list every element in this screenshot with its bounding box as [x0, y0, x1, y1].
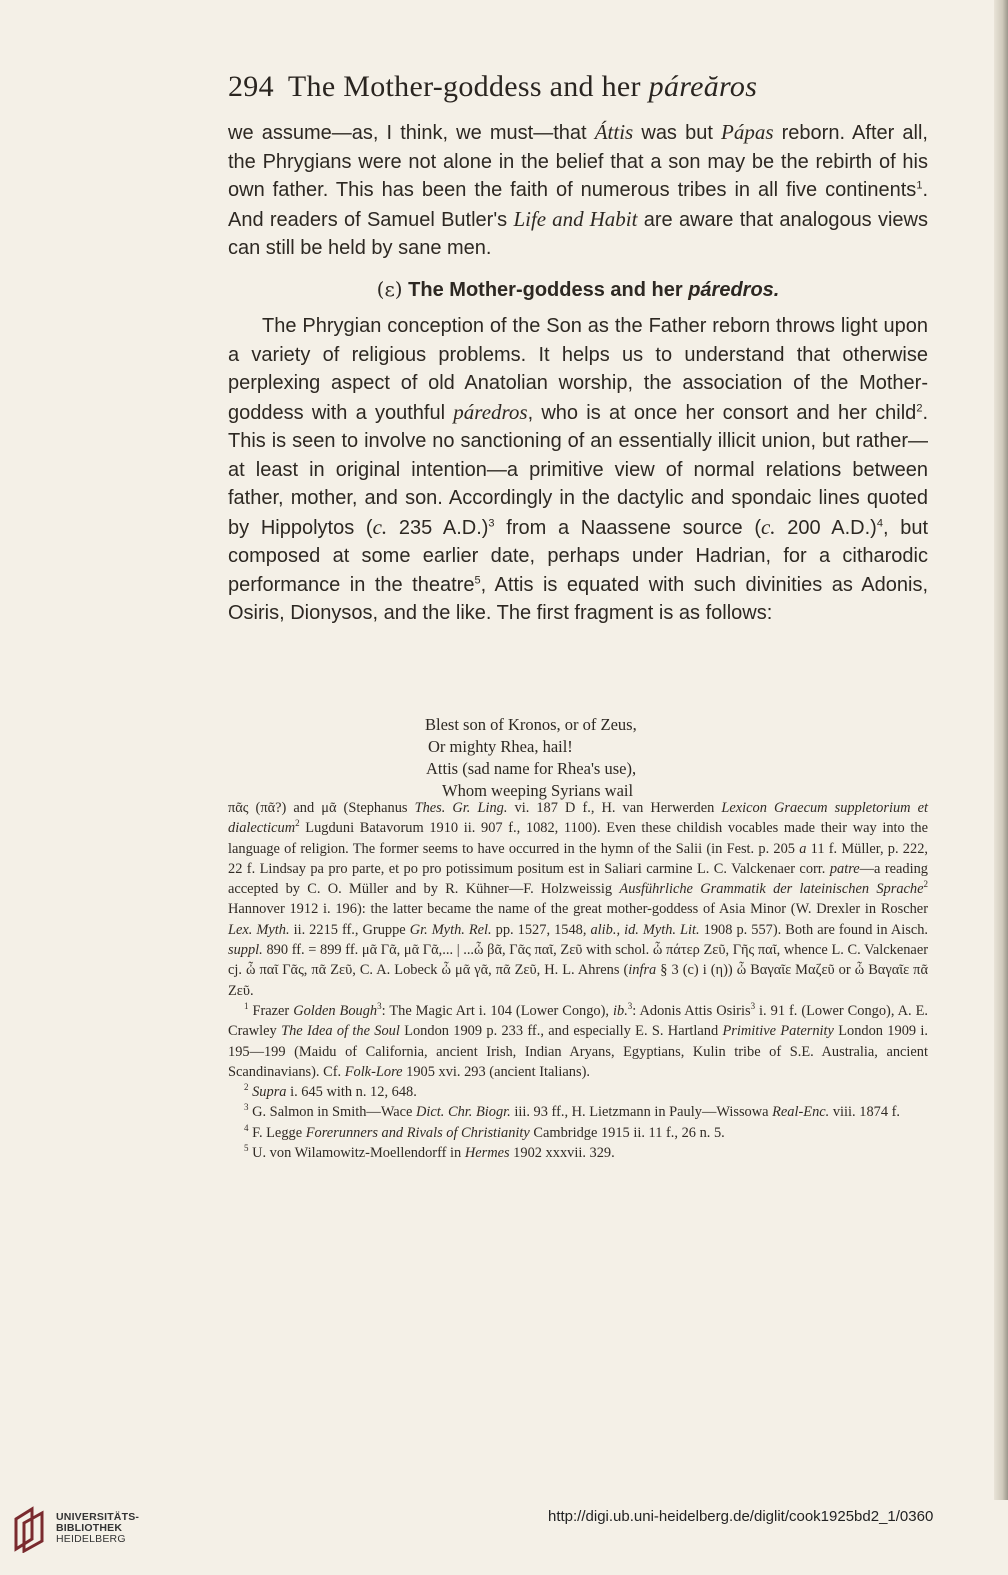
edition-sup: 2	[295, 818, 300, 829]
note-run: Frazer	[248, 1002, 294, 1019]
italic-run: páredros	[453, 399, 528, 424]
note-run: i. 645 with n. 12, 648.	[286, 1084, 417, 1101]
header-title: The Mother-goddess and her	[287, 70, 641, 103]
note-italic: Lex. Myth.	[228, 921, 290, 938]
note-italic: patre	[829, 860, 860, 877]
note-run: U. von Wilamowitz-Moellendorff in	[248, 1145, 465, 1162]
verse-line: Or mighty Rhea, hail!	[428, 737, 573, 756]
note-run: : The Magic Art i. 104 (Lower Congo),	[381, 1002, 613, 1019]
section-heading	[228, 275, 928, 305]
note-italic: a	[799, 840, 807, 857]
logo-text-line3: HEIDELBERG	[56, 1533, 126, 1545]
note-run: : Adonis Attis Osiris	[632, 1002, 751, 1019]
note-run: 1908 p. 557). Both are found in Aisch.	[699, 921, 929, 938]
footnote-5	[228, 1143, 928, 1163]
text-run: . And readers of Samuel Butler's	[228, 179, 928, 231]
footnote-number: 1	[244, 1001, 249, 1012]
text-run: are aware that analogous views can still be held by sane men.	[228, 208, 928, 259]
note-italic: Forerunners and Rivals of Christianity	[305, 1124, 530, 1141]
note-italic: Supra	[252, 1084, 287, 1101]
text-run: 235 A.D.)	[387, 516, 489, 539]
footnote-3	[228, 1102, 928, 1122]
note-run: 1905 xvi. 293 (ancient Italians).	[402, 1063, 590, 1080]
italic-run: Áttis	[594, 120, 634, 144]
footnote-ref-1[interactable]: 1	[916, 179, 923, 192]
footnote-number: 3	[244, 1102, 249, 1113]
note-run: pp. 1527, 1548,	[491, 921, 591, 938]
edition-sup: 3	[377, 1001, 382, 1012]
running-header	[228, 70, 928, 104]
footnote-2	[228, 1082, 928, 1102]
note-run: G. Salmon in Smith—Wace	[248, 1104, 417, 1121]
italic-run: Life and Habit	[513, 206, 638, 231]
footnote-number: 4	[244, 1122, 249, 1133]
text-run: , but composed at some earlier date, perhaps under Hadrian, for a citharodic performance in the theatre	[228, 516, 929, 596]
text-run: 200 A.D.)	[775, 516, 877, 539]
footnote-ref-2[interactable]: 2	[916, 401, 923, 414]
footnote-ref-5[interactable]: 5	[474, 573, 481, 586]
note-run: London 1909 i. 195—199 (Maidu of California, ancient Irish, Indian Aryans, Egyptians, Kulin tribe of S.E. Australia, ancient Scandinavians). Cf.	[228, 1023, 929, 1080]
verse-line: Attis (sad name for Rhea's use),	[426, 759, 637, 778]
note-run: 1902 xxxvii. 329.	[509, 1145, 615, 1162]
edition-sup: 2	[923, 879, 929, 890]
edition-sup: 3	[750, 1001, 756, 1012]
section-title: The Mother-goddess and her	[408, 278, 683, 301]
edition-sup: 3	[627, 1001, 633, 1012]
note-italic: Dict. Chr. Biogr.	[416, 1104, 511, 1121]
note-run: ii. 2215 ff., Gruppe	[289, 921, 410, 938]
note-italic: Thes. Gr. Ling.	[414, 800, 508, 816]
note-run: F. Legge	[248, 1124, 306, 1141]
text-run: reborn. After all, the Phrygians were not alone in the belief that a son may be the rebirth of his own father. This has been the faith of numerous tribes in all five continents	[228, 122, 928, 201]
text-run: from a Naassene source (	[494, 516, 761, 539]
note-italic: Folk-Lore	[344, 1063, 403, 1080]
note-run: 11 f. Müller, p. 222, 22 f. Lindsay pa pro parte, et po pro potissimum positum est in Saliari carmine L. C. Valckenaer corr.	[228, 840, 928, 877]
note-run: iii. 93 ff., H. Lietzmann in Pauly—Wissowa	[510, 1104, 773, 1121]
page-edge-shadow	[994, 0, 1008, 1500]
section-marker: (ε)	[376, 276, 403, 301]
note-italic: infra	[628, 962, 657, 979]
footnote-4	[228, 1123, 928, 1143]
note-run: § 3 (c) i (η)) ὦ Βαγαῖε Μαζεῦ or ὦ Βαγαῖε πᾶ Ζεῦ.	[228, 962, 928, 999]
note-italic: Golden Bough	[293, 1002, 378, 1019]
italic-run: c.	[372, 514, 388, 539]
note-run: viii. 1874 f.	[829, 1104, 901, 1121]
note-run: 890 ff. = 899 ff. μᾶ Γᾶ, μᾶ Γᾶ,... | ...ὦ βᾶ, Γᾶς παῖ, Ζεῦ with schol. ὦ πάτερ Ζεῦ, Γῆς παῖ, whence L. C. Valckenaer cj. ὦ παῖ Γᾶς, πᾶ Ζεῦ, C. A. Lobeck ὦ μᾶ γᾶ, πᾶ Ζεῦ, H. L. Ahrens (	[228, 942, 928, 979]
note-italic: alib., id. Myth. Lit.	[590, 921, 700, 938]
header-title-italic: páreăros	[648, 70, 758, 103]
text-run: , Attis is equated with such divinities as Adonis, Osiris, Dionysos, and the like. The first fragment is as follows:	[228, 573, 928, 624]
text-run: we assume—as, I think, we must—that	[228, 122, 595, 144]
source-url[interactable]: http://digi.ub.uni-heidelberg.de/diglit/cook1925bd2_1/0360	[548, 1508, 934, 1525]
footnote-continuation	[228, 798, 928, 1001]
verse-quotation	[425, 714, 785, 802]
note-run: Hannover 1912 i. 196): the latter became the name of the great mother-goddess of Asia Minor (W. Drexler in Roscher	[228, 901, 928, 918]
italic-run: Pápas	[721, 120, 774, 144]
text-run: The Phrygian conception of the Son as the Father reborn throws light upon a variety of religious problems. It helps us to understand that otherwise perplexing aspect of old Anatolian worship, the association of the Mother-goddess with a youthful	[228, 315, 928, 424]
paragraph-2	[228, 312, 928, 628]
note-italic: Ausführliche Grammatik der lateinischen Sprache	[619, 881, 924, 898]
footnotes	[228, 798, 928, 1163]
verse-line: Whom weeping Syrians wail	[442, 781, 634, 800]
logo-text-line2: BIBLIOTHEK	[56, 1522, 123, 1534]
note-run: πᾶς (πᾶ?) and μᾶ (Stephanus	[228, 800, 415, 816]
note-italic: Real-Enc.	[772, 1104, 830, 1121]
library-logo[interactable]	[10, 1505, 180, 1555]
footnote-1	[228, 1001, 928, 1082]
text-run: , who is at once her consort and her child	[527, 401, 917, 424]
footnote-number: 2	[244, 1082, 249, 1093]
note-run: Cambridge 1915 ii. 11 f., 26 n. 5.	[529, 1124, 725, 1141]
main-text	[228, 118, 928, 628]
note-run: —a reading accepted by C. O. Müller and by R. Kühner—F. Holzweissig	[228, 860, 928, 898]
text-run: was but	[633, 122, 722, 144]
note-run: London 1909 p. 233 ff., and especially E. S. Hartland	[399, 1023, 723, 1040]
note-italic: The Idea of the Soul	[281, 1023, 400, 1040]
note-run: Lugduni Batavorum 1910 ii. 907 f., 1082, 1100). Even these childish vocables made their way into the language of religion. The former seems to have occurred in the hymn of the Salii (in Fest. p. 205	[228, 820, 928, 857]
note-run: i. 91 f. (Lower Congo), A. E. Crawley	[228, 1002, 928, 1040]
note-italic: Hermes	[464, 1145, 510, 1162]
footnote-number: 5	[244, 1143, 249, 1154]
logo-text-line1: UNIVERSITÄTS-	[56, 1511, 140, 1523]
note-run: vi. 187 D f., H. van Herwerden	[507, 800, 722, 816]
footnote-ref-4[interactable]: 4	[876, 516, 883, 529]
note-italic: Primitive Paternity	[722, 1023, 834, 1040]
footnote-ref-3[interactable]: 3	[488, 516, 495, 529]
page-number: 294	[228, 70, 274, 103]
paragraph-1	[228, 118, 928, 263]
verse-line: Blest son of Kronos, or of Zeus,	[425, 715, 637, 734]
note-italic: Lexicon Graecum suppletorium et dialecticum	[228, 800, 928, 837]
library-logo-icon	[10, 1505, 50, 1553]
italic-run: c.	[760, 514, 776, 539]
text-run: . This is seen to involve no sanctioning of an essentially illicit union, but rather—at least in original intention—a primitive view of normal relations between father, mother, and son. Accordingly in the dactylic and spondaic lines quoted by Hippolytos (	[228, 401, 928, 539]
note-italic: ib.	[613, 1002, 628, 1019]
section-title-italic: páredros.	[688, 278, 780, 301]
note-italic: suppl.	[228, 942, 263, 959]
note-italic: Gr. Myth. Rel.	[409, 921, 492, 938]
